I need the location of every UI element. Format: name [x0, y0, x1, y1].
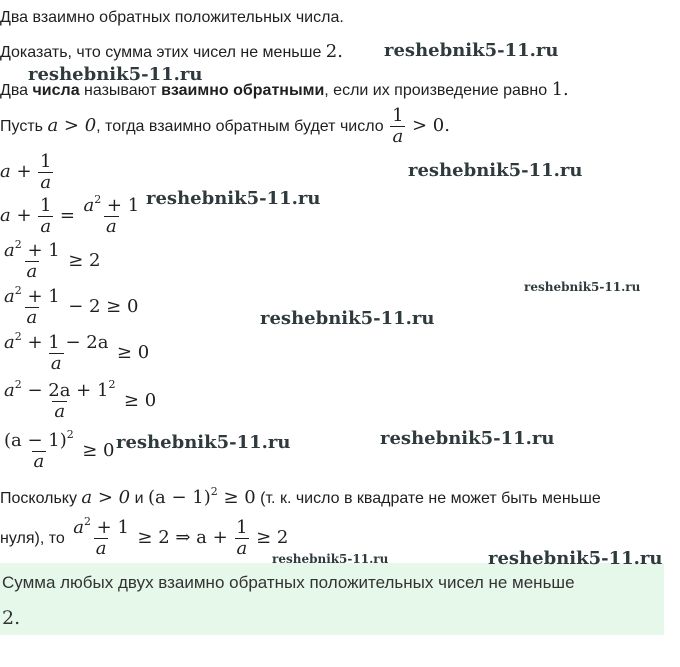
- frac-num: 1: [392, 105, 404, 127]
- frac-den: a: [236, 538, 248, 560]
- watermark: reshebnik5-11.ru: [260, 308, 435, 329]
- frac-num-base: (a − 1): [4, 430, 67, 452]
- let-condition: a > 0: [47, 115, 97, 136]
- let-fraction: [390, 106, 405, 147]
- frac-den: a: [40, 172, 52, 194]
- watermark: reshebnik5-11.ru: [28, 64, 203, 85]
- watermark: reshebnik5-11.ru: [524, 280, 641, 294]
- step-3-relation: ≥ 2: [68, 250, 101, 271]
- frac-num-tail: + 1: [96, 517, 129, 539]
- step-7-relation: ≥ 0: [82, 440, 115, 461]
- def-bold-2: взаимно обратными: [161, 82, 325, 99]
- exponent: 2: [66, 428, 74, 442]
- conclusion-text: Сумма любых двух взаимно обратных положительных чисел не меньше: [2, 573, 575, 592]
- step-6-fraction: [2, 378, 117, 423]
- watermark: reshebnik5-11.ru: [380, 428, 555, 449]
- frac-num-base: a: [4, 332, 15, 354]
- step-6: [0, 378, 156, 425]
- def-text-1: Два: [0, 82, 33, 99]
- frac-num-mid: − 2a + 1: [27, 380, 109, 402]
- frac-num-base: a: [83, 195, 95, 217]
- step-7-fraction: [2, 428, 76, 473]
- watermark: reshebnik5-11.ru: [384, 40, 559, 61]
- since-relation: ≥ 2 ⇒ a +: [137, 527, 228, 548]
- exponent: 2: [14, 378, 22, 392]
- step-5-relation: ≥ 0: [116, 342, 150, 363]
- let-after: > 0.: [411, 115, 450, 136]
- conclusion-number: 2.: [2, 607, 21, 629]
- since-text-3: (т. к. число в квадрате не может быть меньше: [255, 490, 601, 507]
- step-4: [0, 284, 138, 331]
- since-cond-2-rel: ≥ 0: [217, 487, 256, 508]
- frac-den: a: [95, 538, 107, 560]
- exponent: 2: [83, 515, 91, 529]
- frac-den: a: [54, 401, 66, 423]
- frac-den: a: [40, 216, 52, 238]
- exponent: 2: [14, 330, 22, 344]
- since-cond-1: a > 0: [81, 487, 131, 508]
- step-2: [0, 194, 143, 239]
- since-text-1: Поскольку: [0, 490, 82, 507]
- exponent: 2: [94, 193, 102, 207]
- frac-num: 1: [40, 151, 52, 173]
- task-statement: [0, 42, 343, 63]
- task-text: Доказать, что сумма этих чисел не меньше: [0, 44, 326, 61]
- frac-num-base: a: [73, 517, 84, 539]
- watermark: reshebnik5-11.ru: [272, 552, 389, 566]
- step-2-fraction-2: [81, 193, 141, 238]
- step-5: [0, 330, 149, 377]
- step-2-fraction-1: [38, 196, 53, 237]
- step-3-fraction: [2, 238, 62, 283]
- frac-num-base: a: [4, 380, 15, 402]
- exponent: 2: [14, 238, 22, 252]
- watermark: reshebnik5-11.ru: [488, 548, 663, 569]
- step-7: [0, 428, 114, 475]
- frac-den: a: [50, 353, 62, 375]
- frac-den: a: [105, 216, 117, 238]
- def-number: 1.: [551, 79, 569, 100]
- def-text-2: называют: [79, 82, 162, 99]
- watermark: reshebnik5-11.ru: [116, 432, 291, 453]
- step-3: [0, 238, 100, 285]
- problem-title: Два взаимно обратных положительных числа.: [0, 9, 344, 26]
- frac-num: 1: [40, 195, 52, 217]
- frac-den: a: [26, 261, 38, 283]
- def-bold-1: числа: [32, 82, 80, 99]
- since-fraction-1: [71, 515, 131, 560]
- frac-den: a: [392, 126, 404, 148]
- conclusion-box: [0, 563, 664, 635]
- step-2-equals: =: [59, 205, 75, 226]
- since-fraction-2: [234, 518, 249, 559]
- watermark: reshebnik5-11.ru: [146, 188, 321, 209]
- exponent: 2: [14, 284, 22, 298]
- step-1-fraction: [38, 152, 53, 193]
- let-statement: [0, 102, 450, 151]
- since-line-1: [0, 485, 601, 509]
- since-text-2: и: [130, 490, 148, 507]
- task-number: 2.: [325, 41, 343, 62]
- since-relation-2: ≥ 2: [256, 527, 289, 548]
- frac-num-tail: + 1: [27, 240, 60, 262]
- exponent: 2: [210, 485, 218, 498]
- let-text-1: Пусть: [0, 118, 48, 135]
- exponent: 2: [108, 378, 116, 392]
- step-1-lhs: a +: [0, 161, 32, 182]
- def-text-3: , если их произведение равно: [324, 82, 552, 99]
- frac-den: a: [33, 451, 45, 473]
- since-cond-2: (a − 1): [147, 487, 211, 508]
- frac-num-tail: + 1 − 2a: [27, 332, 109, 354]
- since-text-4: нуля), то: [0, 530, 70, 547]
- let-text-2: , тогда взаимно обратным будет число: [96, 118, 389, 135]
- step-1: [0, 150, 55, 195]
- frac-num: 1: [236, 517, 248, 539]
- frac-num-tail: + 1: [27, 286, 60, 308]
- step-4-relation: − 2 ≥ 0: [68, 296, 139, 317]
- step-6-relation: ≥ 0: [123, 390, 157, 411]
- step-5-fraction: [2, 330, 110, 375]
- step-4-fraction: [2, 284, 62, 329]
- frac-num-base: a: [4, 240, 15, 262]
- frac-num-tail: + 1: [106, 195, 140, 217]
- frac-num-base: a: [4, 286, 15, 308]
- step-2-lhs: a +: [0, 205, 32, 226]
- since-line-2: [0, 514, 288, 563]
- frac-den: a: [26, 307, 38, 329]
- watermark: reshebnik5-11.ru: [408, 160, 583, 181]
